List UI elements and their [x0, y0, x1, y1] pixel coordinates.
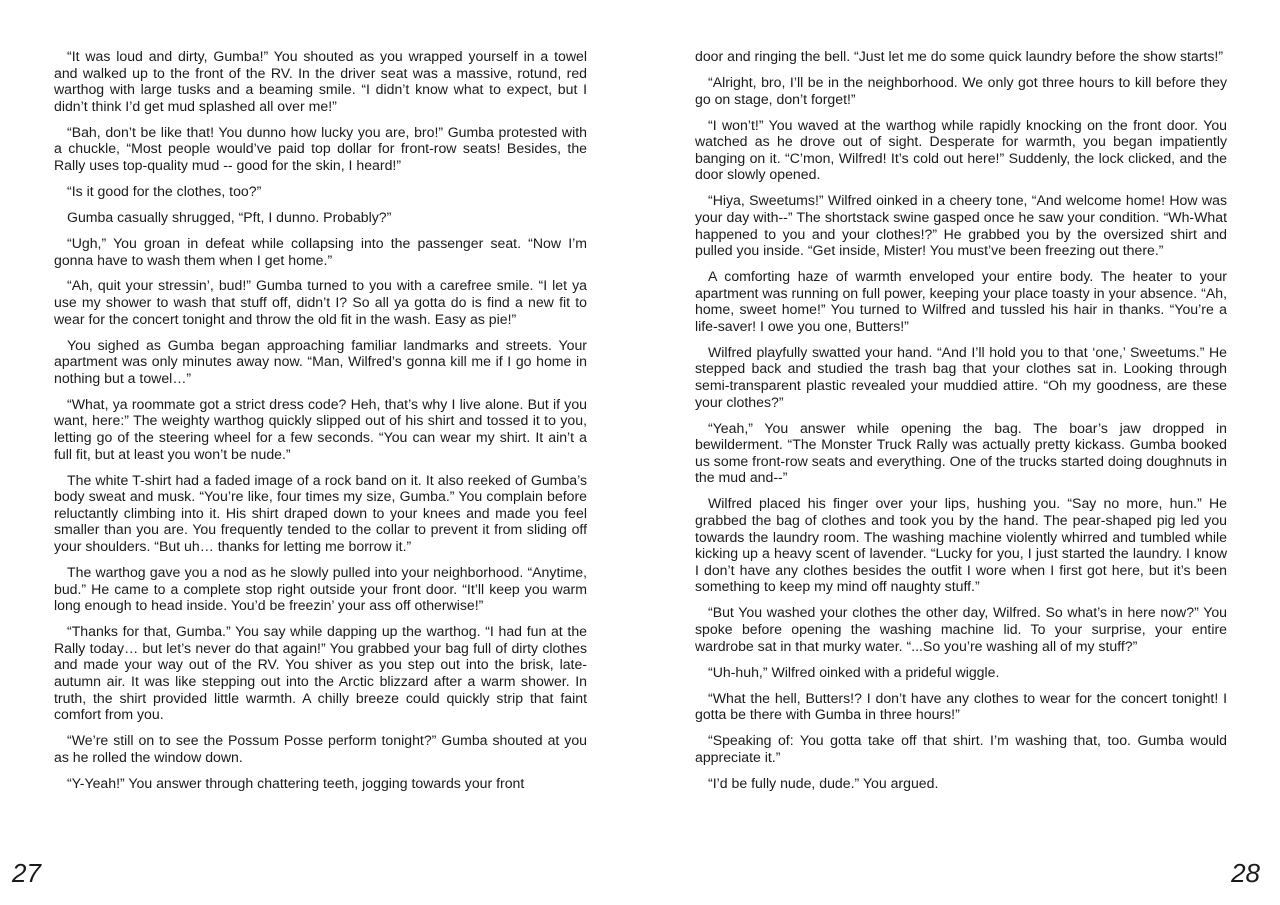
paragraph: The warthog gave you a nod as he slowly pulled into your neighborhood. “Anytime, bud.” He came to a complete stop right outside your front door. “It’ll keep you warm long enough to head inside. You’d be freezin’ your ass off otherwise!”	[54, 563, 587, 614]
paragraph: “Y-Yeah!” You answer through chattering teeth, jogging towards your front	[67, 774, 525, 791]
paragraph: A comforting haze of warmth enveloped your entire body. The heater to your apartment was running on full power, keeping your place toasty in your absence. “Ah, home, sweet home!” You turned to Wilfred and tussled his hair in thanks. “You’re a life-saver! I owe you one, Butters!”	[695, 268, 1227, 334]
paragraph: “We’re still on to see the Possum Posse perform tonight?” Gumba shouted at you as he rolled the window down.	[54, 732, 587, 765]
paragraph: “Thanks for that, Gumba.” You say while dapping up the warthog. “I had fun at the Rally today… but let’s never do that again!” You grabbed your bag full of dirty clothes and made your way out of the RV. You shiver as you step out into the brisk, late-autumn air. It was like stepping out into the Arctic blizzard after a warm shower. In truth, the shirt provided little warmth. A chilly breeze could quickly strip that faint comfort from you.	[54, 623, 587, 723]
paragraph: “I won’t!” You waved at the warthog while rapidly knocking on the front door. You watched as he drove out of sight. Desperate for warmth, you began impatiently banging on it. “C’mon, Wilfred! It’s cold out here!” Suddenly, the lock clicked, and the door slowly opened.	[695, 116, 1227, 183]
paragraph: “Bah, don’t be like that! You dunno how lucky you are, bro!” Gumba protested with a chuckle, “Most people would’ve paid top dollar for front-row seats! Besides, the Rally uses top-quality mud -- good for the skin, I heard!”	[54, 123, 587, 173]
right-page	[695, 48, 1227, 801]
paragraph: “What, ya roommate got a strict dress code? Heh, that’s why I live alone. But if you want, here:” The weighty warthog quickly slipped out of his shirt and tossed it to you, letting go of the steering wheel for a few seconds. “You can wear my shirt. It ain’t a full fit, but at least you won’t be nude.”	[54, 395, 587, 462]
paragraph: “Ah, quit your stressin’, bud!” Gumba turned to you with a carefree smile. “I let ya use my shower to wash that stuff off, didn’t I? So all ya gotta do is find a new fit to wear for the concert tonight and throw the old fit in the wash. Easy as pie!”	[54, 277, 587, 327]
paragraph: Wilfred placed his finger over your lips, hushing you. “Say no more, hun.” He grabbed the bag of clothes and took you by the hand. The pear-shaped pig led you towards the laundry room. The washing machine violently whirred and tumbled while kicking up a heavy scent of lavender. “Lucky for you, I just started the laundry. I know I don’t have any clothes besides the outfit I wore when I first got here, but it’s been something to keep my mind off naughty stuff.”	[695, 495, 1227, 595]
paragraph: “But You washed your clothes the other day, Wilfred. So what’s in here now?” You spoke before opening the washing machine lid. To your surprise, your entire wardrobe sat in that murky water. “...So you’re washing all of my stuff?”	[695, 604, 1227, 654]
left-page	[54, 48, 587, 801]
page-number-right: 28	[1231, 858, 1260, 888]
paragraph: “It was loud and dirty, Gumba!” You shouted as you wrapped yourself in a towel and walked up to the front of the RV. In the driver seat was a massive, rotund, red warthog with large tusks and a beaming smile. “I didn’t know what to expect, but I didn’t think I’d get mud splashed all over me!”	[54, 48, 587, 114]
paragraph: “Alright, bro, I’ll be in the neighborhood. We only got three hours to kill before they go on stage, don’t forget!”	[695, 73, 1227, 107]
page-number-left: 27	[12, 858, 41, 888]
paragraph: Wilfred playfully swatted your hand. “And I’ll hold you to that ‘one,’ Sweetums.” He stepped back and studied the trash bag that your clothes sat in. Looking through semi-transparent plastic revealed your muddied attire. “Oh my goodness, are these your clothes?”	[695, 343, 1227, 410]
paragraph: The white T-shirt had a faded image of a rock band on it. It also reeked of Gumba’s body sweat and musk. “You’re like, four times my size, Gumba.” You complain before reluctantly climbing into it. His shirt draped down to your knees and made you feel smaller than you are. You frequently tended to the collar to prevent it from sliding off your shoulders. “But uh… thanks for letting me borrow it.”	[54, 471, 587, 554]
paragraph: “Hiya, Sweetums!” Wilfred oinked in a cheery tone, “And welcome home! How was your day with--” The shortstack swine gasped once he saw your condition. “Wh-What happened to you and your clothes!?” He grabbed you by the oversized shirt and pulled you inside. “Get inside, Mister! You must’ve been freezing out there.”	[695, 192, 1227, 259]
paragraph-continued: door and ringing the bell. “Just let me do some quick laundry before the show starts!”	[695, 48, 1224, 64]
paragraph: You sighed as Gumba began approaching familiar landmarks and streets. Your apartment was only minutes away now. “Man, Wilfred’s gonna kill me if I go home in nothing but a towel…”	[54, 336, 587, 386]
paragraph: “Yeah,” You answer while opening the bag. The boar’s jaw dropped in bewilderment. “The Monster Truck Rally was actually pretty kickass. Gumba booked us some front-row seats and everything. One of the trucks started doing doughnuts in the mud and--”	[695, 419, 1227, 486]
paragraph: “What the hell, Butters!? I don’t have any clothes to wear for the concert tonight! I gotta be there with Gumba in three hours!”	[695, 689, 1227, 723]
paragraph: Gumba casually shrugged, “Pft, I dunno. Probably?”	[67, 208, 392, 225]
paragraph: “Uh-huh,” Wilfred oinked with a prideful wiggle.	[708, 663, 1000, 680]
paragraph: “Is it good for the clothes, too?”	[67, 182, 262, 199]
paragraph: “Ugh,” You groan in defeat while collapsing into the passenger seat. “Now I’m gonna have to wash them when I get home.”	[54, 234, 587, 268]
paragraph: “Speaking of: You gotta take off that shirt. I’m washing that, too. Gumba would appreciate it.”	[695, 732, 1227, 765]
paragraph: “I’d be fully nude, dude.” You argued.	[708, 774, 939, 791]
